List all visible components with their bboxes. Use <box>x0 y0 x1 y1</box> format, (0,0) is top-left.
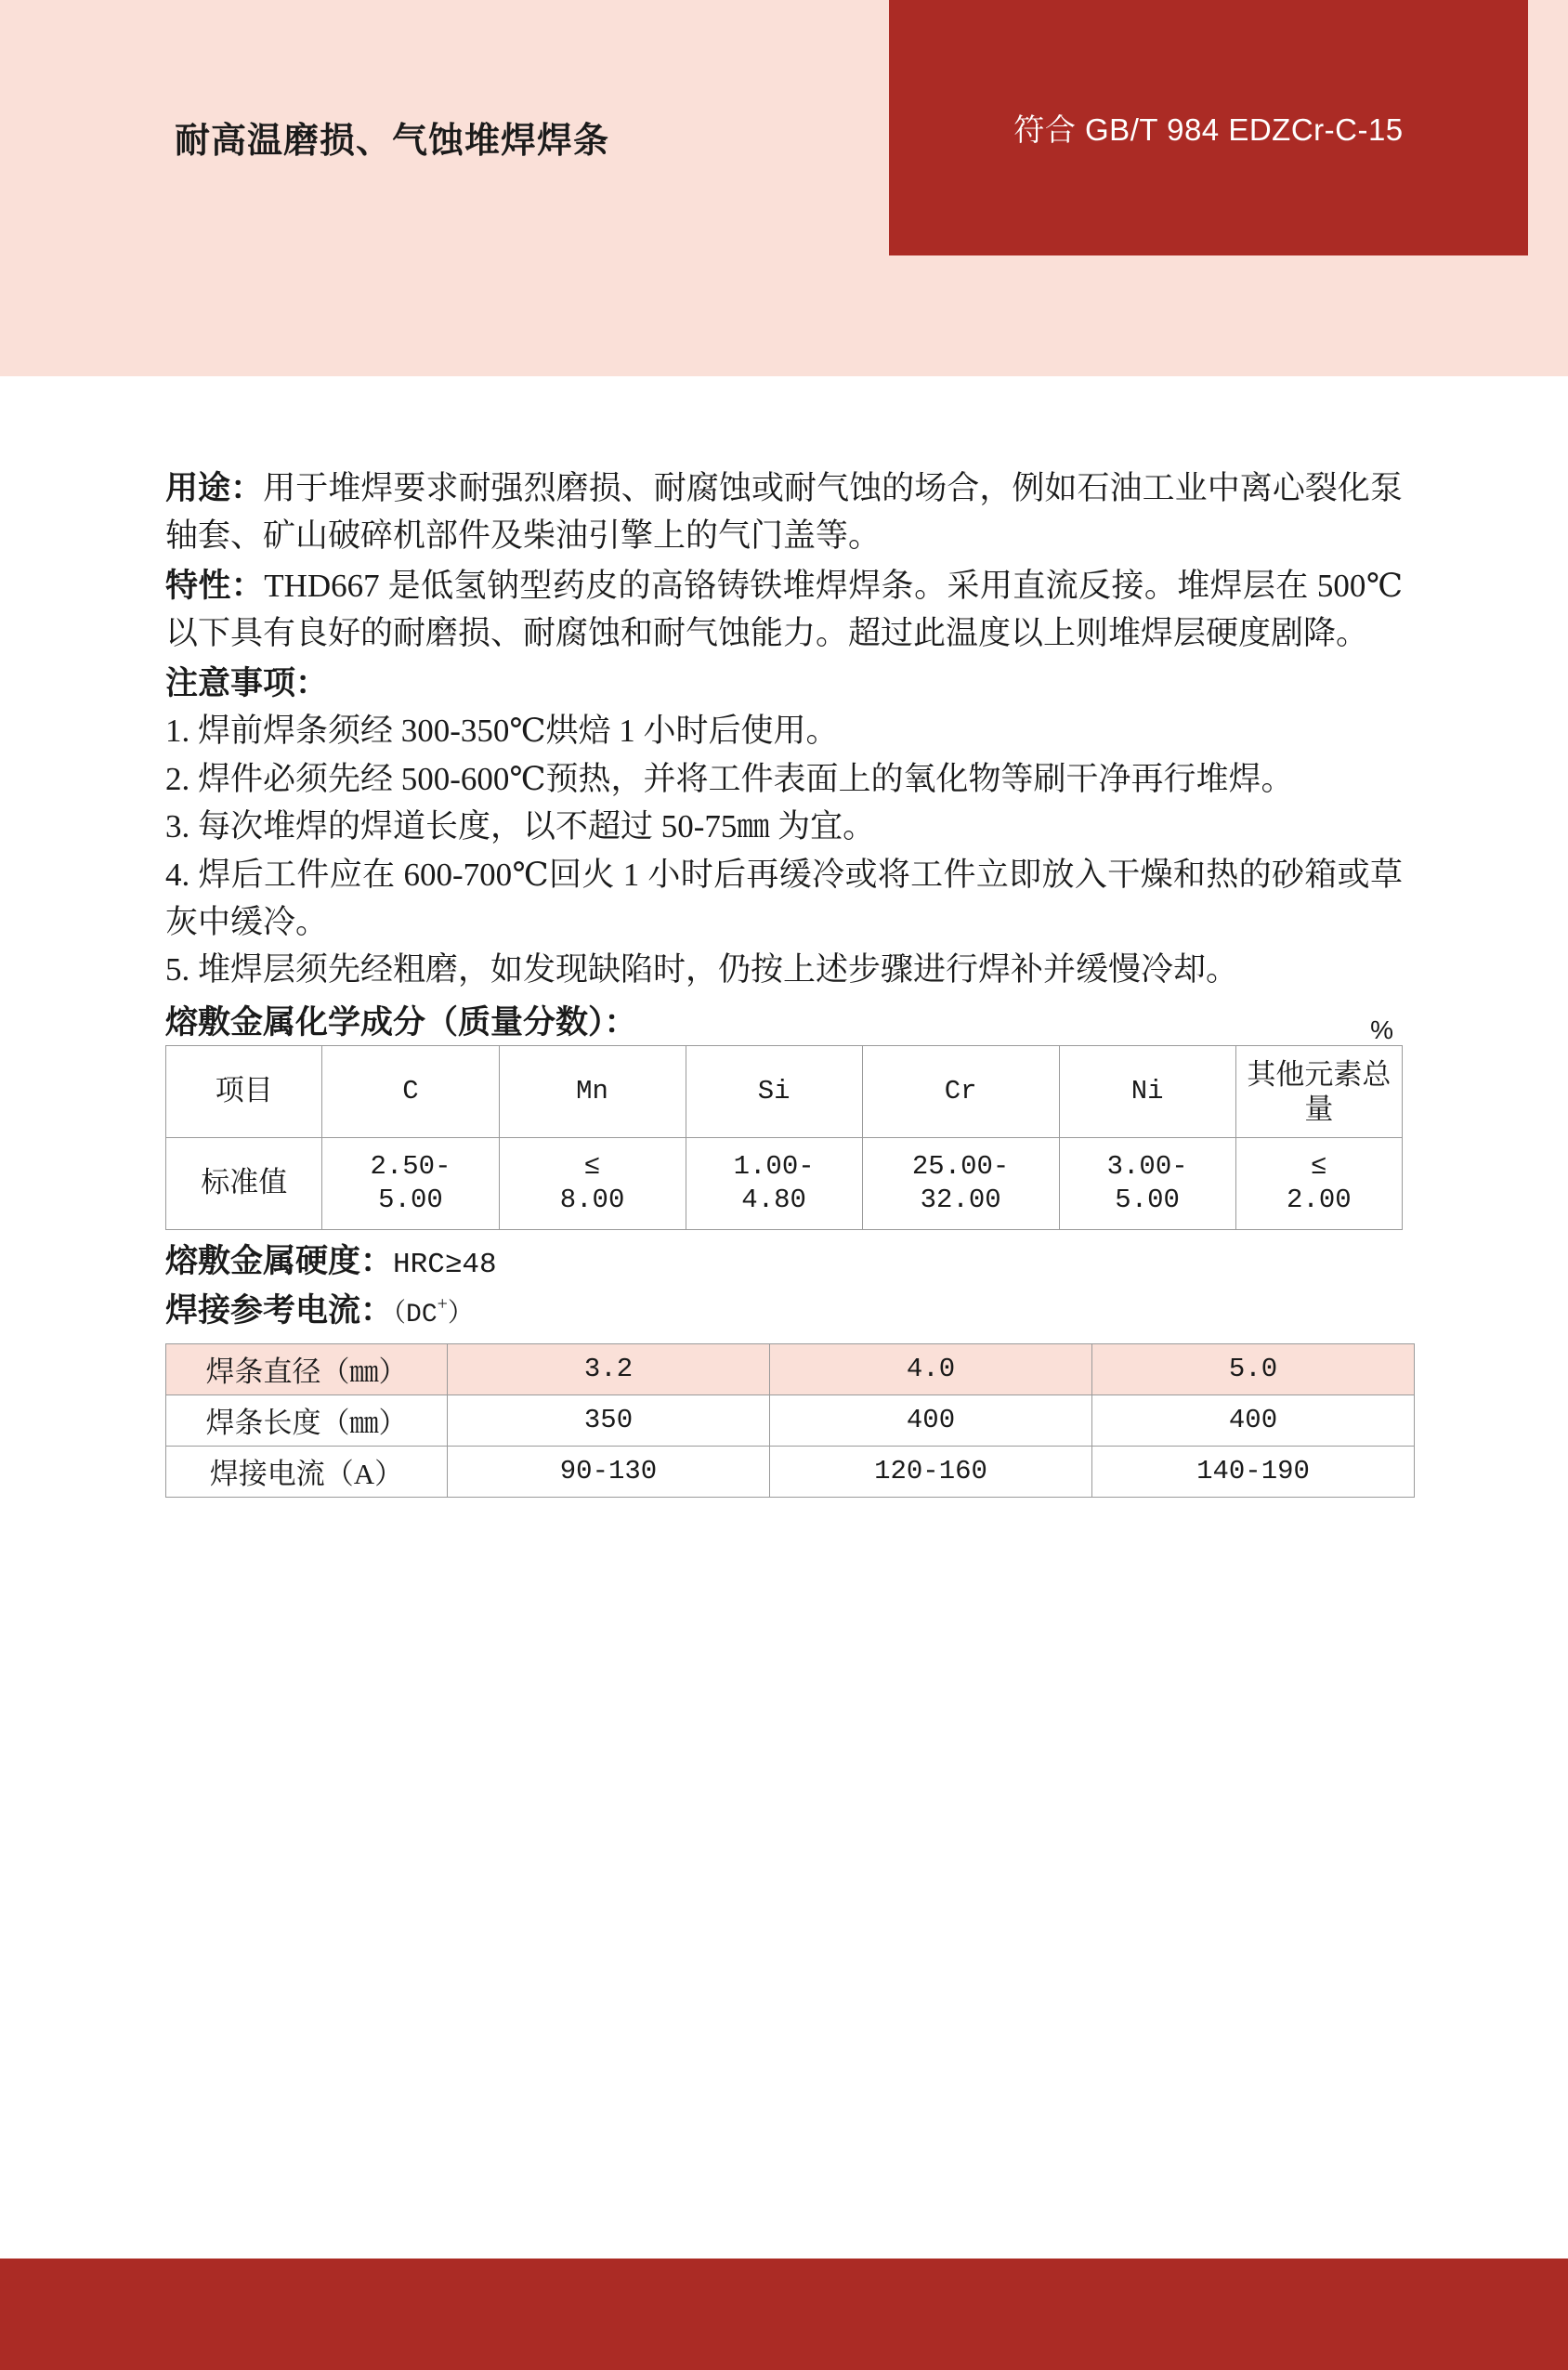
header-band <box>0 0 1568 376</box>
standard-code: 符合 GB/T 984 EDZCr-C-15 <box>1013 112 1404 147</box>
chem-value-mn: ≤ 8.00 <box>499 1137 686 1229</box>
usage-text: 用于堆焊要求耐强烈磨损、耐腐蚀或耐气蚀的场合，例如石油工业中离心裂化泵轴套、矿山破碎机部件及柴油引擎上的气门盖等。 <box>165 470 1403 555</box>
chem-heading-row <box>165 1000 1403 1045</box>
chem-unit: % <box>1370 1015 1393 1044</box>
cur-cell: 120-160 <box>770 1446 1092 1497</box>
footer-band <box>0 2259 1568 2370</box>
note-item: 4. 焊后工件应在 600-700℃回火 1 小时后再缓冷或将工件立即放入干燥和热的砂箱或草灰中缓冷。 <box>165 856 1403 940</box>
chem-header-si: Si <box>686 1045 862 1137</box>
table-row <box>166 1343 1415 1395</box>
current-note-end: ） <box>447 1301 474 1330</box>
usage-paragraph <box>165 376 1403 560</box>
hardness-line <box>165 1237 1403 1288</box>
table-row <box>166 1395 1415 1446</box>
notes-label: 注意事项： <box>165 664 329 701</box>
current-line <box>165 1287 1403 1336</box>
chem-value-si: 1.00- 4.80 <box>686 1137 862 1229</box>
note-item: 3. 每次堆焊的焊道长度，以不超过 50-75㎜ 为宜。 <box>165 808 876 845</box>
usage-label: 用途： <box>165 470 264 506</box>
current-note: （DC <box>393 1301 438 1330</box>
table-header-row <box>166 1045 1403 1137</box>
note-item: 1. 焊前焊条须经 300-350℃烘焙 1 小时后使用。 <box>165 713 839 750</box>
chem-value-c: 2.50- 5.00 <box>322 1137 499 1229</box>
chem-header-item: 项目 <box>166 1045 322 1137</box>
cur-cell: 90-130 <box>448 1446 770 1497</box>
chem-header-ni: Ni <box>1059 1045 1235 1137</box>
feature-text: THD667 是低氢钠型药皮的高铬铸铁堆焊焊条。采用直流反接。堆焊层在 500℃ 以下具有良好的耐磨损、耐腐蚀和耐气蚀能力。超过此温度以上则堆焊层硬度剧降。 <box>165 567 1403 652</box>
cur-cell: 5.0 <box>1092 1343 1415 1395</box>
cur-cell: 400 <box>770 1395 1092 1446</box>
table-row <box>166 1137 1403 1229</box>
chem-value-ni: 3.00- 5.00 <box>1059 1137 1235 1229</box>
hardness-label: 熔敷金属硬度： <box>165 1242 394 1279</box>
note-item: 2. 焊件必须先经 500-600℃预热，并将工件表面上的氧化物等刷干净再行堆焊。 <box>165 760 1294 797</box>
cur-cell: 3.2 <box>448 1343 770 1395</box>
chem-value-others: ≤ 2.00 <box>1235 1137 1402 1229</box>
chem-header-c: C <box>322 1045 499 1137</box>
current-note-sup: + <box>437 1293 448 1315</box>
cur-row-label-length: 焊条长度（㎜） <box>166 1395 448 1446</box>
chem-header-others: 其他元素总量 <box>1235 1045 1402 1137</box>
chem-header-mn: Mn <box>499 1045 686 1137</box>
hardness-value: HRC≥48 <box>393 1248 497 1281</box>
chem-value-cr: 25.00- 32.00 <box>862 1137 1059 1229</box>
cur-cell: 400 <box>1092 1395 1415 1446</box>
note-item: 5. 堆焊层须先经粗磨，如发现缺陷时，仍按上述步骤进行焊补并缓慢冷却。 <box>165 951 1239 989</box>
chem-header-cr: Cr <box>862 1045 1059 1137</box>
chemical-composition-table <box>165 1045 1403 1230</box>
feature-label: 特性： <box>165 567 265 604</box>
cur-row-label-diameter: 焊条直径（㎜） <box>166 1343 448 1395</box>
current-label: 焊接参考电流： <box>165 1292 394 1329</box>
cur-cell: 140-190 <box>1092 1446 1415 1497</box>
cur-cell: 4.0 <box>770 1343 1092 1395</box>
cur-row-label-amperage: 焊接电流（A） <box>166 1446 448 1497</box>
welding-current-table <box>165 1343 1415 1498</box>
chem-title: 熔敷金属化学成分（质量分数）： <box>165 1003 637 1041</box>
table-row <box>166 1446 1415 1497</box>
cur-cell: 350 <box>448 1395 770 1446</box>
document-content <box>0 376 1568 1498</box>
chem-row-label: 标准值 <box>166 1137 322 1229</box>
feature-paragraph <box>165 562 1403 658</box>
page-title: 耐高温磨损、气蚀堆焊焊条 <box>175 122 610 161</box>
